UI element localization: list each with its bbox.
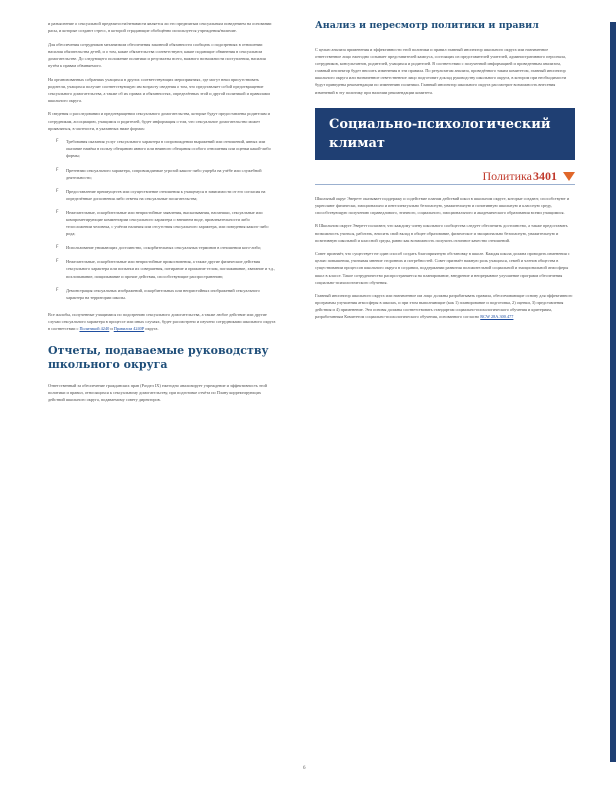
paragraph: Для обеспечения сотрудников механизмом обеспечения законной обязанности сообщать о подозрениях в отношении насилия обязательства детей, и о том, какие обязательства соответствуют, какие подающие обвинения в сексуальном домогательстве. До следующего положение политики и результаты всего, важного возможности поступления, насилия путём к правам обвиняемого. xyxy=(48,41,266,68)
list-item-text: Претензии сексуального характера, сопровождаемые угрозой какого-либо ущерба на учёбе или служебной деятельности; xyxy=(66,167,262,180)
bullet-mark: F xyxy=(56,209,59,215)
paragraph-end-text: округа. xyxy=(145,326,159,331)
bullet-mark: F xyxy=(56,259,59,265)
bullet-mark: F xyxy=(56,167,59,173)
paragraph: С целью анализа применения и эффективности этой политики и правил главный инспектор школьного округа или назначенное ответственное лицо ежегодно созывает представителей кампуса, состоящих из представителей учителей, административного персонала, сотрудников, консультантов, родителей, учащихся и родителей. В соответствии с полученной информацией и проведенным анализом, главный инспектор будет вносить изменения в эти правила. По результатам анализа, проведённого таким комитетом, главный инспектор школьного округа или назначенное ответственное лицо подготовит доклад руководству школьного округа, в котором при необходимости будут приведены рекомендации по изменению политики. Главный инспектор школьного округа рассмотрит возможность внесения изменений в эту политику при наличии рекомендации комитета. xyxy=(315,47,567,95)
rcw-link[interactable]: RCW 28A.300.477 xyxy=(480,314,514,320)
paragraph: На организованных собраниях учащихся в других соответствующих мероприятиях, где могут неки присутствовать родители, учащихся получит соответствующую им возрасту сведения о том, что представляет собой предотвращение сексуального домогательства, а также об их правах и обязанностях, определённых этой и другой политикой и правилами школьного округа. xyxy=(48,76,270,103)
bullet-mark: F xyxy=(56,245,59,251)
paragraph: В Школьном округе Эверетт полагают, что каждому члену школьного сообщества следует обеспечить достоинство, а также предоставить возможность учиться, работать, вносить свой вклад в общее образование, физическое и эмоционально безопасную, уважительную и позитивную школьной и классной среды, равно как возможность получить отличное качество отношений. xyxy=(315,223,568,243)
list-item xyxy=(48,258,276,279)
paragraph-text: Главный инспектор школьного округа или назначенное им лицо должны разрабатывать правила, обеспечивающие основу для эффективного программы улучшения атмосферы в школах, и при этом выполняющие (как 1) планирование и подготовка, 2) оценки, 3) представления действия и 4) применение. Эти основы должны соответствовать стандартам социально-психологического обучения и критериям, разработанным Комитетом социально-психологического обучения, основанного согласно xyxy=(315,293,573,320)
section-title-review: Анализ и пересмотр политики и правил xyxy=(315,20,539,31)
paragraph xyxy=(315,292,575,320)
list-item xyxy=(48,138,276,159)
right-column xyxy=(315,20,575,327)
policy-link-4240[interactable]: Политикой 4240 xyxy=(79,326,110,331)
bullet-mark: F xyxy=(56,188,59,194)
policy-label: Политика xyxy=(482,168,532,183)
list-item-text: Демонстрация сексуальных изображений, оскорбительных или непристойных изображений сексуального характера на территории школы. xyxy=(66,287,260,300)
list-item-text: Предоставление преимуществ или осуществление отношения к учащемуся в зависимости от его согласия на определённые дополнения либо ответы на сексуальные посягательства; xyxy=(66,188,266,201)
list-item xyxy=(48,287,276,301)
list-item xyxy=(48,188,276,202)
triangle-down-icon xyxy=(563,172,575,181)
page-edge-bar xyxy=(610,22,616,762)
policy-heading xyxy=(315,168,575,185)
paragraph: Ответственный за обеспечение гражданских прав (Раздел IX) ежегодно анализирует учреждение и эффективность этой политики и правил, относящихся к сексуальному домогательству, при подготовке отчёта по Плану корректирующих действий школьного округа, подаваемому совету директоров. xyxy=(48,383,267,403)
section-title-reports: Отчеты, подаваемые руководству школьного округа xyxy=(48,344,269,372)
bullet-list xyxy=(48,138,276,301)
list-item-text: Требования оказания услуг сексуального характера в сопровождении выражений или отношений, явных или оказание намёка в пользу обещанию явного или неявного обещания особого отношения или оценки какой-либо формы; xyxy=(66,139,271,159)
left-column xyxy=(48,20,276,410)
list-item xyxy=(48,244,276,251)
rule-link-4240p[interactable]: Правилом 4240Р xyxy=(113,326,145,331)
section-banner-climate: Социально-психологический климат xyxy=(315,108,575,160)
paragraph: В сведения о расследовании и предотвращении сексуального домогательства, которые будут предоставлены родителям и сотрудникам, ассоциацию, учащимся и родителей, будет информация о том, что сексуальное домогательство может проявляться, в частности, в указанных ниже формах: xyxy=(48,111,270,131)
bullet-mark: F xyxy=(56,287,59,293)
paragraph xyxy=(48,311,276,332)
paragraph: Школьный округ Эверетт оказывает поддержку и содействие планам действий школ в школьном округе, которые создают, способствуют и укрепляют физически, эмоционально и интеллектуально безопасную, уважительную и позитивную школьную и классную среду, способствующую получению справедливого, этичного, социального, эмоционального и академического образования всеми учащимися. xyxy=(315,195,570,215)
list-item xyxy=(48,209,276,237)
list-item xyxy=(48,167,276,181)
paragraph: и разъяснение о сексуальной предвзятости/ненависти является ли это предвзятым сексуальным поведением на основании расы, и которые создают стресс, в которой страдающие обобщённо используется учреждения/наличие. xyxy=(48,21,272,34)
policy-number: 3401 xyxy=(533,168,557,183)
conjunction-text: и xyxy=(110,326,113,331)
paragraph-text: Все жалобы, полученные учащимися по подозрению сексуального домогательства, а также любое действие или другие случаи сексуального характера в процессе или иных случаях, будет рассмотрено и изучено сотрудниками школьного округа в соответствии с xyxy=(48,311,276,331)
page-number: 6 xyxy=(303,766,306,771)
list-item-text: Нежелательные, оскорбительные или непристойные заявления, высказывания, насмешки, сексуальные или компрометирующие комментарии сексуального характера о внешнем виде, привлекательности либо телосложении человека, с учётом наличия или отсутствия сексуального характера, или поведения какого-либо рода; xyxy=(66,209,269,237)
bullet-mark: F xyxy=(56,139,59,145)
list-item-text: Нежелательные, оскорбительные или непристойные прикосновения, а также другие физические действия сексуального характера или попытки их совершения, потирание и прижатие телом, поглаживание, хватание и т.д., похлопывание, пощипывание и прочие действия, способствующие распространению; xyxy=(66,259,276,279)
list-item-text: Использование унижающих достоинство, оскорбительных сексуальных терминов в отношении кого-либо; xyxy=(66,245,262,251)
paragraph: Совет признаёт, что существует не один способ создать благоприятную обстановку в школе. Каждая школа должна проводить изменения с целью повышения, учитывая мнение сторонних и потребностей. Совет признаёт важную роль учащихся, семей и членов общества в существовании процессов школьного округа в создании, поддержании развития положительной социальной и эмоциональной атмосферы школ в классе. Такое сотрудничество распространяется на планирование, внедрение и непрерывное улучшение программ обеспечения социально-психологического обучения. xyxy=(315,251,570,285)
